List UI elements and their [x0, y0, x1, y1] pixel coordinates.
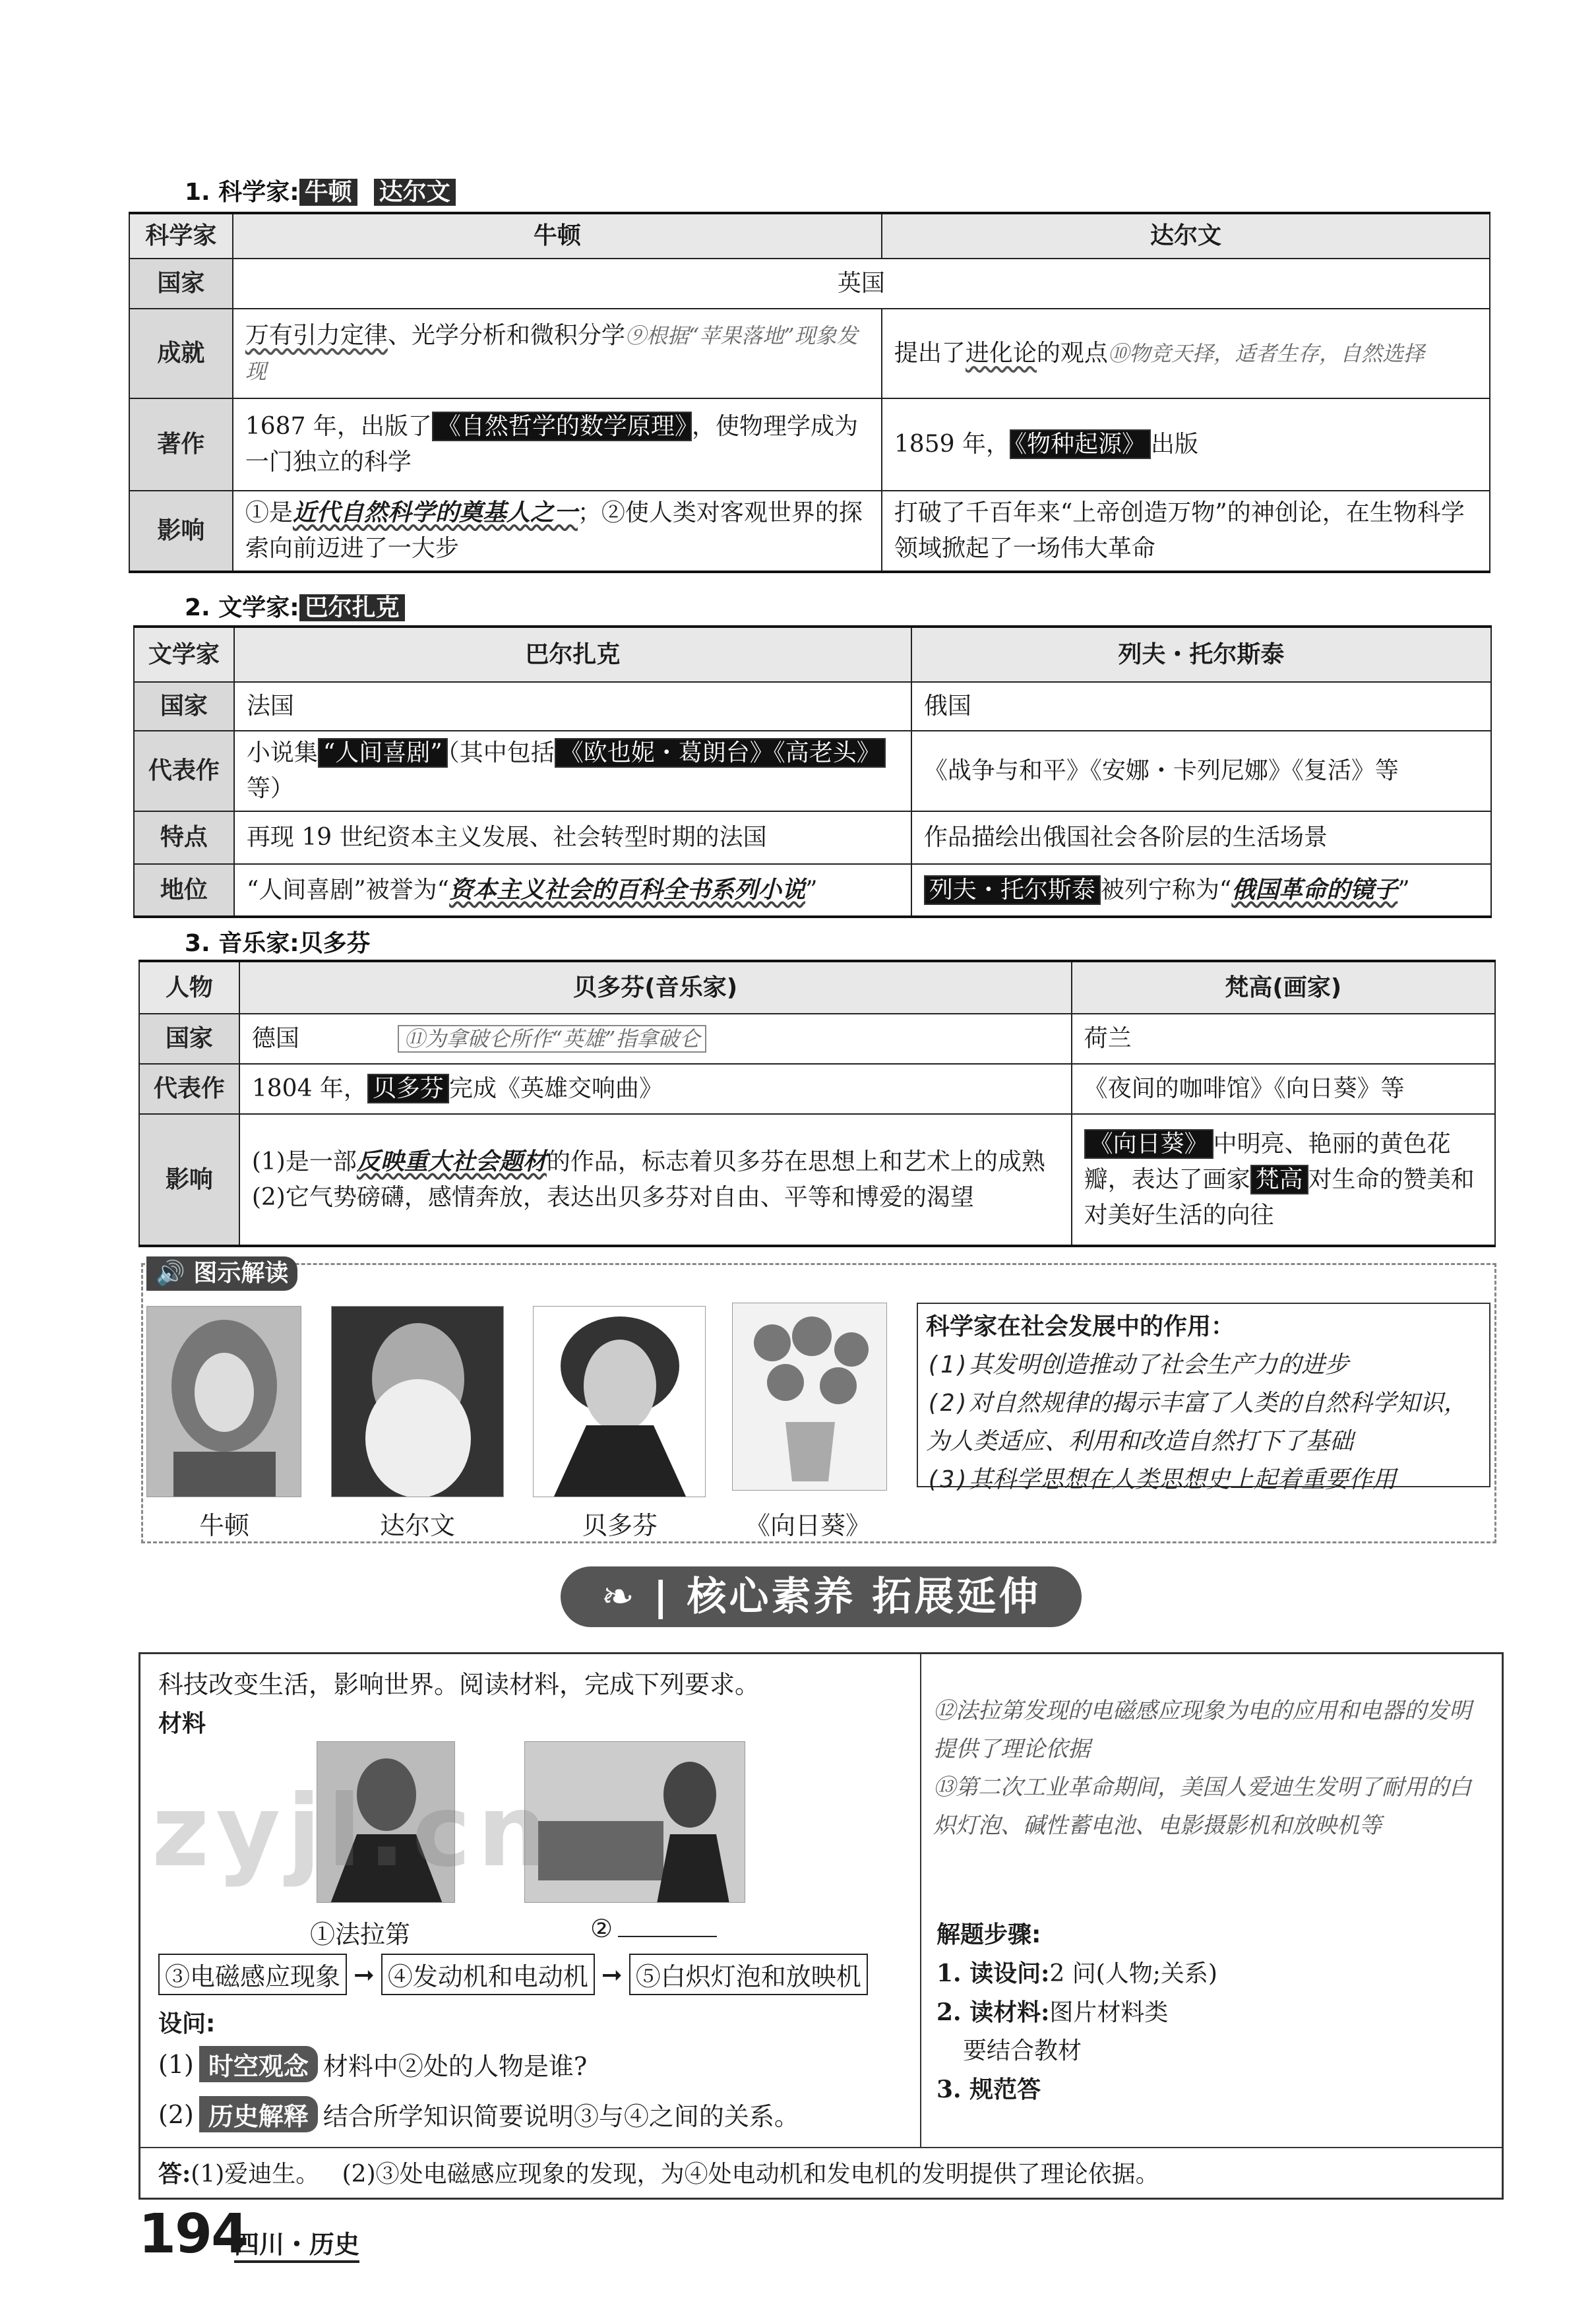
- section-1-heading: 1. 科学家: 牛顿 达尔文: [185, 173, 456, 207]
- artists-table: 人物 贝多芬(音乐家) 梵高(画家) 国家 德国 ⑪为拿破仑所作“英雄”指拿破仑 荷兰 代表作 1804 年， 贝多芬 完成《英雄交响曲》 《夜间的咖啡馆》《向日葵》等 影响 (1)是一部反映重大社会题材的作品，标志着贝多芬在思想上和艺术上的成熟 (2)它气势磅礴，感情奔放，表达出贝多芬对自由、平等和博爱的渴望 《向日葵》 中明亮、艳丽的黄色花瓣，表达了画家 梵高 对生命的赞美和对美好生活的向往: [138, 960, 1496, 1247]
- caption-darwin: 达尔文: [379, 1511, 455, 1540]
- question-intro: 科技改变生活，影响世界。阅读材料，完成下列要求。: [158, 1670, 760, 1699]
- caption-faraday: ①法拉第: [310, 1920, 411, 1949]
- speaker-icon: 🔊: [156, 1260, 194, 1287]
- page-number: 194: [138, 2203, 248, 2266]
- solving-steps: 解题步骤: 1. 读设问:2 问(人物;关系) 2. 读材料:图片材料类 要结合教材 3. 规范答: [936, 1921, 1217, 2103]
- side-notes: ⑫法拉第发现的电磁感应现象为电的应用和电器的发明提供了理论依据 ⑬第二次工业革命期间，美国人爱迪生发明了耐用的白炽灯泡、碱性蓄电池、电影摄影机和放映机等: [933, 1698, 1471, 1839]
- concept-flow: [158, 1954, 868, 1995]
- caption-beethoven: 贝多芬: [582, 1511, 658, 1540]
- sunflowers-painting: [732, 1303, 887, 1491]
- caption-sunflowers: 《向日葵》: [745, 1511, 871, 1540]
- flow-item: ⑤白炽灯泡和放映机: [629, 1954, 868, 1995]
- ribbon-icon: ❧ |: [601, 1574, 687, 1620]
- answer: 答:(1)爱迪生。 (2)③处电磁感应现象的发现，为④处电动机和发电机的发明提供了理论依据。: [158, 2160, 1159, 2188]
- section-banner: ❧ | 核心素养 拓展延伸: [561, 1566, 1082, 1627]
- watermark: zyjl.cn: [152, 1774, 555, 1889]
- caption-newton: 牛顿: [199, 1511, 249, 1540]
- flow-item: ③电磁感应现象: [158, 1954, 347, 1995]
- material-label: 材料: [158, 1710, 206, 1737]
- question-1: (1) 时空观念 材料中②处的人物是谁?: [158, 2046, 587, 2082]
- scientist-role-box: 科学家在社会发展中的作用： (1)其发明创造推动了社会生产力的进步 (2)对自然规律的揭示丰富了人类的自然科学知识，为人类适应、利用和改造自然打下了基础 (3)其科学思想在人类思想史上起着重要作用: [917, 1303, 1490, 1487]
- arrow-right-icon: ➞: [353, 1960, 375, 1989]
- arrow-right-icon: ➞: [601, 1960, 623, 1989]
- section-2-heading: 2. 文学家: 巴尔扎克: [185, 589, 405, 623]
- writers-table: 文学家 巴尔扎克 列夫・托尔斯泰 国家 法国 俄国 代表作 小说集 “人间喜剧” （其中包括 《欧也妮・葛朗台》《高老头》等） 《战争与和平》《安娜・卡列尼娜》《复活》等 特点 再现 19 世纪资本主义发展、社会转型时期的法国 作品描绘出俄国社会各阶层的生活场景 地位 “人间喜剧”被誉为“资本主义社会的百科全书系列小说” 列夫・托尔斯泰 被列宁称为“俄国革命的镜子”: [133, 625, 1492, 918]
- question-2: (2) 历史解释 结合所学知识简要说明③与④之间的关系。: [158, 2096, 799, 2132]
- page-subtitle: 四川・历史: [234, 2224, 359, 2263]
- picture-tag: 🔊 图示解读: [146, 1256, 297, 1291]
- edison-photo: [524, 1741, 745, 1903]
- ask-label: 设问:: [158, 2010, 216, 2037]
- darwin-portrait: [331, 1306, 504, 1497]
- caption-blank: ②: [590, 1914, 717, 1943]
- flow-item: ④发动机和电动机: [381, 1954, 595, 1995]
- section-3-heading: 3. 音乐家:贝多芬: [185, 930, 371, 957]
- beethoven-portrait: [533, 1306, 706, 1497]
- scientists-table: 科学家 牛顿 达尔文 国家 英国 成就 万有引力定律、光学分析和微积分学⑨根据“苹果落地”现象发现 提出了进化论的观点⑩物竞天择，适者生存，自然选择 著作 1687 年，出版了 《自然哲学的数学原理》 ，使物理学成为一门独立的科学 1859 年， 《物种起源》 出版 影响 ①是近代自然科学的奠基人之一；②使人类对客观世界的探索向前迈进了一大步 打破了千百年来“上帝创造万物”的神创论，在生物科学领域掀起了一场伟大革命: [129, 212, 1490, 573]
- newton-portrait: [146, 1306, 301, 1497]
